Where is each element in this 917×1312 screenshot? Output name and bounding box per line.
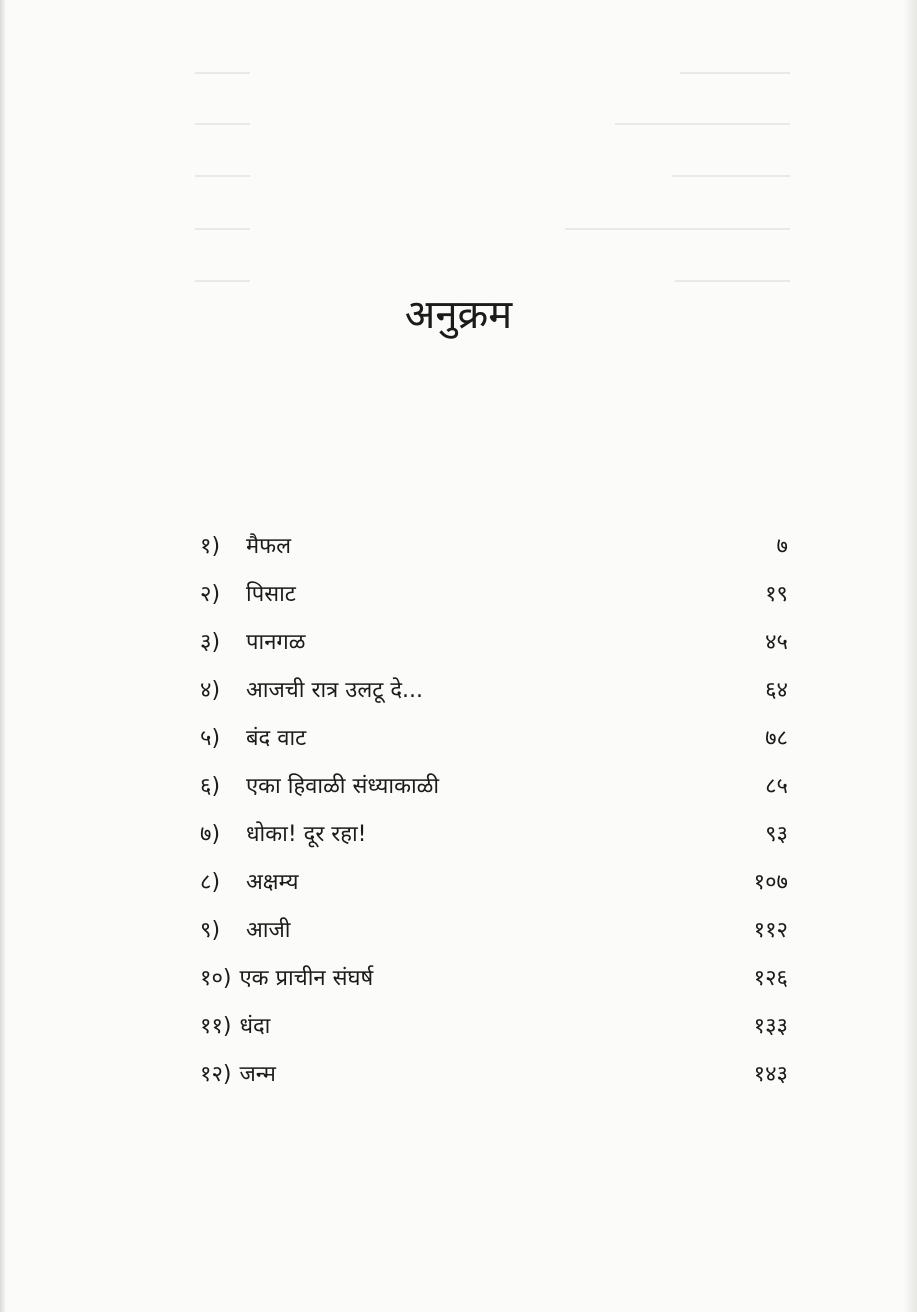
page-edge-left	[0, 0, 6, 1312]
show-through-line	[195, 72, 250, 74]
toc-entry-label	[200, 914, 291, 944]
toc-entry-page: ७८	[765, 726, 788, 751]
toc-entry-label	[200, 626, 306, 656]
toc-entry-title: आजी	[246, 918, 291, 943]
table-of-contents	[200, 530, 788, 1106]
show-through-line	[195, 280, 250, 282]
show-through-line	[672, 175, 790, 177]
toc-entry	[200, 1058, 788, 1106]
toc-entry-page: १९	[765, 582, 788, 607]
toc-entry	[200, 770, 788, 818]
show-through-line	[565, 228, 790, 230]
toc-entry-number: ४)	[200, 678, 221, 703]
toc-entry-title: एक प्राचीन संघर्ष	[239, 966, 374, 991]
toc-entry-title: पानगळ	[246, 630, 306, 655]
toc-entry-number: ५)	[200, 726, 221, 751]
toc-entry-number: १२)	[200, 1062, 232, 1087]
toc-entry-label	[200, 770, 439, 800]
page-edge-right	[903, 0, 917, 1312]
toc-entry-title: बंद वाट	[246, 726, 307, 751]
toc-entry	[200, 530, 788, 578]
toc-entry-number: ६)	[200, 774, 221, 799]
toc-entry-title: पिसाट	[246, 582, 296, 607]
toc-entry-label	[200, 962, 373, 992]
toc-entry-number: ९)	[200, 918, 221, 943]
toc-entry	[200, 578, 788, 626]
toc-entry-title: मैफल	[246, 534, 292, 559]
toc-entry	[200, 674, 788, 722]
show-through-line	[195, 228, 250, 230]
toc-entry-label	[200, 722, 306, 752]
toc-entry-title: धंदा	[239, 1014, 271, 1039]
toc-entry-number: ७)	[200, 822, 221, 847]
page-title: अनुक्रम	[404, 291, 513, 338]
toc-entry-label	[200, 674, 423, 704]
toc-entry-number: २)	[200, 582, 221, 607]
toc-entry-number: १०)	[200, 966, 232, 991]
toc-entry-label	[200, 818, 367, 848]
toc-entry-number: ८)	[200, 870, 221, 895]
toc-entry-title: धोका! दूर रहा!	[246, 822, 367, 847]
show-through-line	[195, 123, 250, 125]
toc-entry-page: ८५	[765, 774, 788, 799]
toc-entry-page: ७	[776, 534, 788, 559]
toc-entry-label	[200, 1058, 276, 1088]
toc-entry	[200, 962, 788, 1010]
toc-entry-page: १३३	[753, 1014, 788, 1039]
show-through-line	[195, 175, 250, 177]
toc-entry-page: ६४	[765, 678, 788, 703]
toc-entry-number: १)	[200, 534, 221, 559]
toc-entry-title: जन्म	[239, 1062, 276, 1087]
toc-entry	[200, 866, 788, 914]
toc-entry-label	[200, 578, 296, 608]
toc-entry	[200, 818, 788, 866]
toc-entry-page: १४३	[753, 1062, 788, 1087]
toc-entry	[200, 626, 788, 674]
toc-entry	[200, 1010, 788, 1058]
toc-entry-number: ११)	[200, 1014, 232, 1039]
toc-entry-title: अक्षम्य	[246, 870, 299, 895]
toc-entry	[200, 722, 788, 770]
show-through-line	[615, 123, 790, 125]
toc-entry-page: ९३	[765, 822, 788, 847]
toc-entry-title: एका हिवाळी संध्याकाळी	[246, 774, 440, 799]
toc-entry-title: आजची रात्र उलटू दे...	[246, 678, 424, 703]
toc-entry-number: ३)	[200, 630, 221, 655]
toc-entry-page: १२६	[753, 966, 788, 991]
toc-entry-page: ११२	[753, 918, 788, 943]
toc-entry-page: १०७	[753, 870, 788, 895]
toc-entry	[200, 914, 788, 962]
show-through-line	[675, 280, 790, 282]
show-through-line	[680, 72, 790, 74]
toc-entry-label	[200, 530, 291, 560]
toc-entry-page: ४५	[765, 630, 788, 655]
toc-entry-label	[200, 1010, 270, 1040]
toc-entry-label	[200, 866, 299, 896]
